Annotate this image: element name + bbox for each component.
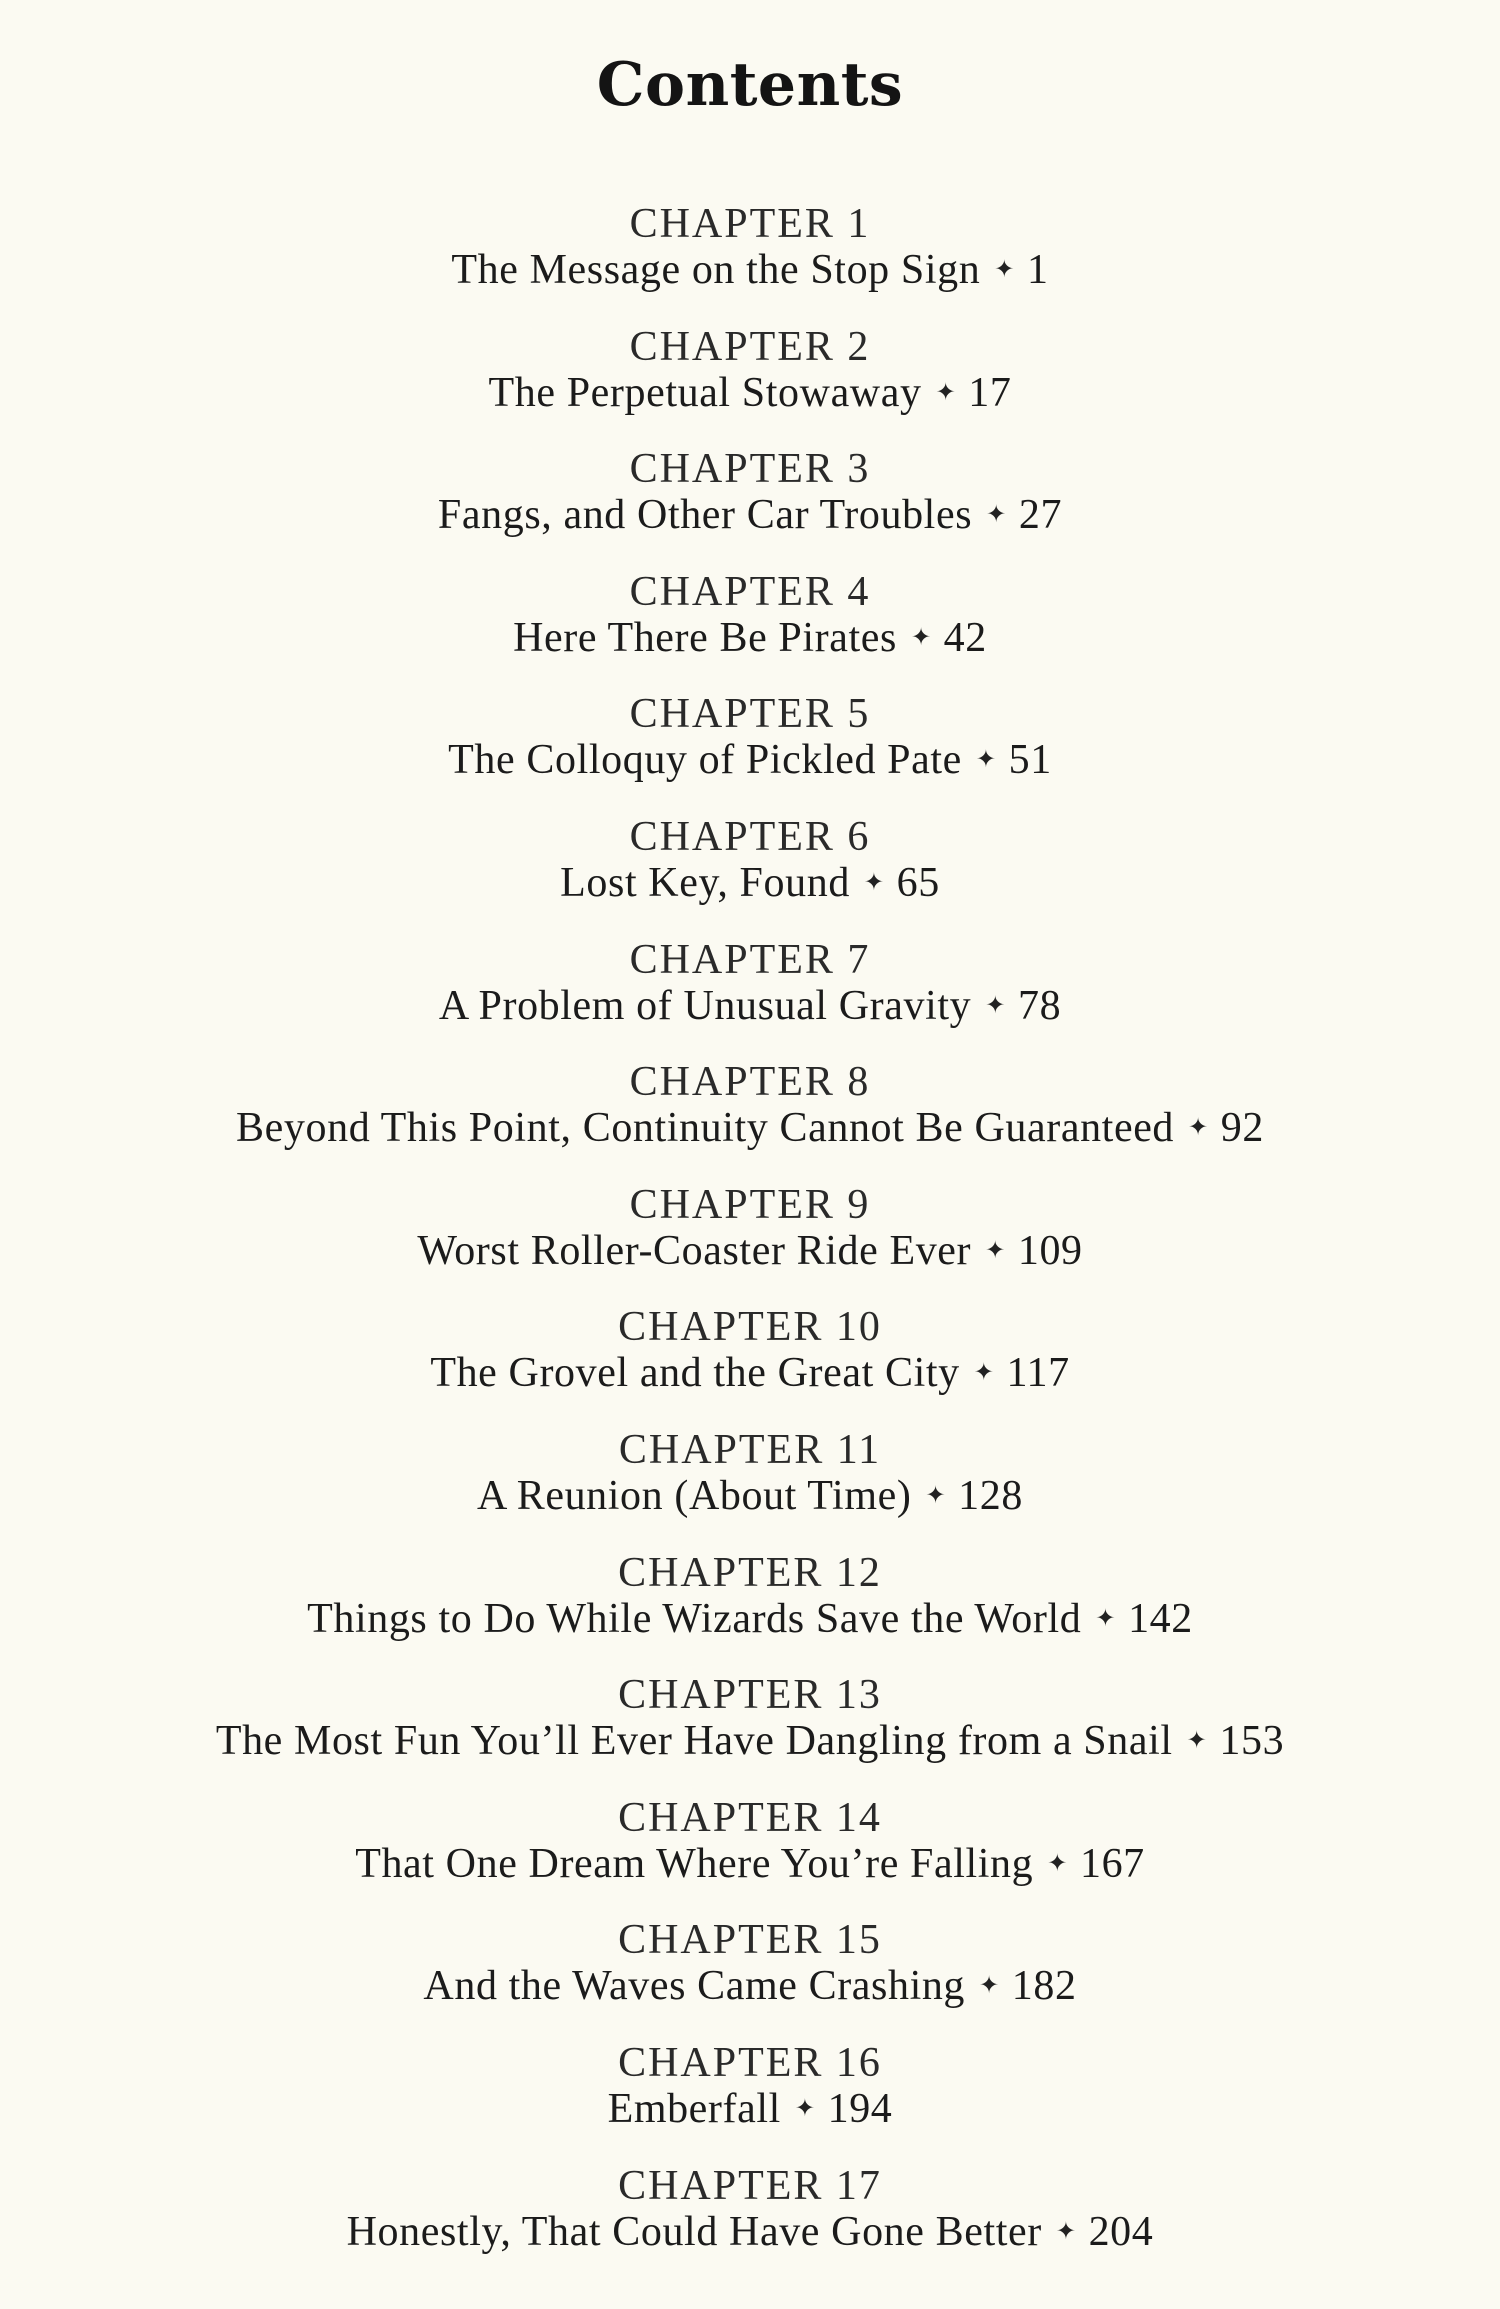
separator-ornament-icon: ✦ [985,992,1006,1019]
toc-entry-12 [0,1549,1500,1675]
chapter-line [0,2085,1500,2133]
chapter-title: A Reunion (About Time) [477,1472,912,1519]
separator-ornament-icon: ✦ [994,257,1016,283]
separator-ornament-icon: ✦ [1047,1850,1068,1877]
toc-entry-5 [0,693,1500,816]
chapter-title: The Most Fun You’ll Ever Have Dangling from a Snail [215,1718,1173,1765]
separator-ornament-icon: ✦ [979,1973,1000,2000]
chapter-page-number: 27 [1018,492,1063,539]
chapter-page-number: 194 [827,2085,893,2132]
chapter-title: Lost Key, Found [560,859,850,906]
chapter-line [0,2208,1500,2256]
chapter-label: CHAPTER 17 [618,2162,882,2209]
toc-entry-4 [0,568,1500,694]
chapter-page-number: 92 [1220,1105,1264,1152]
chapter-page-number: 153 [1219,1718,1285,1765]
toc-entry-15 [0,1919,1500,2042]
chapter-line [0,1349,1500,1397]
chapter-page-number: 51 [1008,737,1052,784]
chapter-line [0,614,1500,662]
chapter-label: CHAPTER 8 [629,1059,871,1106]
toc-entry-11 [0,1426,1500,1552]
toc-entry-1 [0,203,1500,326]
chapter-page-number: 65 [896,859,940,906]
chapter-title: Honestly, That Could Have Gone Better [346,2208,1042,2255]
chapter-line [0,1717,1500,1765]
chapter-line [0,859,1500,907]
chapter-title: Here There Be Pirates [513,614,897,661]
chapter-label: CHAPTER 11 [618,1426,882,1473]
chapter-label: CHAPTER 1 [629,201,871,247]
table-of-contents [0,203,1500,2287]
toc-entry-17 [0,2162,1500,2288]
separator-ornament-icon: ✦ [1095,1605,1117,1632]
chapter-label: CHAPTER 13 [618,1672,882,1719]
separator-ornament-icon: ✦ [975,747,997,774]
separator-ornament-icon: ✦ [1055,2218,1077,2245]
chapter-page-number: 17 [968,369,1012,416]
chapter-title: That One Dream Where You’re Falling [355,1840,1034,1887]
chapter-line [0,1595,1500,1643]
chapter-label: CHAPTER 10 [618,1304,882,1351]
toc-entry-7 [0,936,1500,1062]
chapter-page-number: 128 [958,1472,1023,1519]
chapter-page-number: 167 [1079,1840,1145,1887]
chapter-line [0,736,1500,784]
separator-ornament-icon: ✦ [925,1482,947,1509]
chapter-label: CHAPTER 6 [629,813,871,860]
chapter-title: Beyond This Point, Continuity Cannot Be Guaranteed [236,1105,1175,1152]
chapter-page-number: 109 [1017,1227,1083,1274]
toc-entry-8 [0,1061,1500,1184]
toc-entry-2 [0,323,1500,449]
chapter-line [0,369,1500,417]
chapter-title: A Problem of Unusual Gravity [438,982,972,1029]
chapter-label: CHAPTER 4 [629,568,871,615]
chapter-line [0,491,1500,539]
separator-ornament-icon: ✦ [986,502,1007,529]
toc-entry-3 [0,448,1500,571]
chapter-page-number: 204 [1088,2208,1154,2255]
separator-ornament-icon: ✦ [1186,1728,1208,1755]
chapter-label: CHAPTER 2 [629,323,871,370]
chapter-line [0,1840,1500,1888]
chapter-page-number: 42 [943,614,987,661]
chapter-label: CHAPTER 5 [629,691,871,738]
separator-ornament-icon: ✦ [985,1237,1006,1264]
chapter-title: The Grovel and the Great City [430,1350,960,1397]
chapter-label: CHAPTER 3 [629,446,871,493]
toc-entry-14 [0,1794,1500,1920]
separator-ornament-icon: ✦ [935,379,957,406]
chapter-line [0,246,1500,294]
chapter-title: The Perpetual Stowaway [488,369,922,416]
chapter-label: CHAPTER 7 [629,936,871,983]
separator-ornament-icon: ✦ [973,1360,995,1387]
chapter-line [0,1227,1500,1275]
chapter-page-number: 78 [1017,982,1062,1029]
chapter-title: The Message on the Stop Sign [451,247,981,293]
chapter-label: CHAPTER 12 [618,1549,882,1596]
chapter-line [0,982,1500,1030]
chapter-page-number: 182 [1011,1963,1077,2010]
toc-entry-10 [0,1306,1500,1429]
chapter-label: CHAPTER 16 [618,2039,882,2086]
chapter-label: CHAPTER 15 [618,1917,882,1964]
chapter-title: Fangs, and Other Car Troubles [437,492,973,539]
toc-entry-16 [0,2039,1500,2165]
separator-ornament-icon: ✦ [1188,1115,1209,1142]
chapter-label: CHAPTER 9 [629,1181,871,1228]
chapter-label: CHAPTER 14 [618,1794,882,1841]
page-title: Contents [596,50,904,120]
chapter-page-number: 1 [1027,247,1049,293]
chapter-title: Worst Roller-Coaster Ride Ever [417,1227,972,1274]
chapter-title: The Colloquy of Pickled Pate [448,737,962,784]
chapter-title: Emberfall [607,2085,781,2132]
chapter-title: Things to Do While Wizards Save the World [307,1595,1082,1642]
separator-ornament-icon: ✦ [794,2095,816,2122]
chapter-line [0,1962,1500,2010]
chapter-line [0,1104,1500,1152]
toc-entry-13 [0,1674,1500,1797]
toc-entry-6 [0,813,1500,939]
chapter-page-number: 142 [1128,1595,1193,1642]
separator-ornament-icon: ✦ [863,869,885,896]
toc-entry-9 [0,1181,1500,1307]
chapter-line [0,1472,1500,1520]
chapter-title: And the Waves Came Crashing [423,1963,966,2010]
chapter-page-number: 117 [1006,1350,1070,1397]
separator-ornament-icon: ✦ [910,624,932,651]
